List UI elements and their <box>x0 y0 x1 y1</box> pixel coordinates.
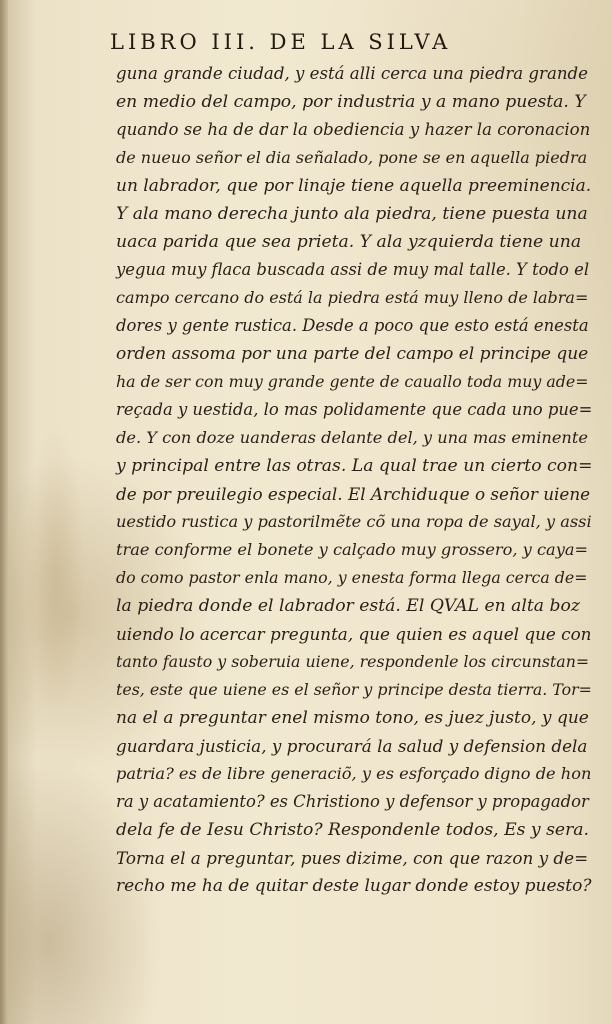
text-line: na el a preguntar enel mismo tono, es juez justo, y que <box>116 708 589 728</box>
text-line: de. Y con doze uanderas delante del, y una mas eminente <box>116 428 588 447</box>
text-line: ha de ser con muy grande gente de cauallo toda muy ade= <box>116 372 589 391</box>
text-line: reçada y uestida, lo mas polidamente que cada uno pue= <box>116 400 593 419</box>
text-line: guardara justicia, y procurará la salud y defension dela <box>116 736 588 756</box>
page-gutter-edge <box>0 0 8 1024</box>
text-line: de por preuilegio especial. El Archiduque o señor uiene <box>116 484 591 504</box>
water-stain <box>25 420 85 720</box>
text-line: tanto fausto y soberuia uiene, respondenle los circunstan= <box>116 652 590 671</box>
text-line: uestido rustica y pastorilmẽte cõ una ropa de sayal, y assi <box>116 512 592 531</box>
text-line: Y ala mano derecha junto ala piedra, tiene puesta una <box>116 204 588 224</box>
text-line: uiendo lo acercar pregunta, que quien es aquel que con <box>116 624 592 644</box>
text-line: patria? es de libre generaciõ, y es esforçado digno de hon <box>116 764 592 783</box>
text-line: yegua muy flaca buscada assi de muy mal talle. Y todo el <box>116 260 590 279</box>
text-line: quando se ha de dar la obediencia y hazer la coronacion <box>116 120 591 139</box>
text-line: guna grande ciudad, y está alli cerca una piedra grande <box>116 64 588 83</box>
text-line: dela fe de Iesu Christo? Respondenle todos, Es y sera. <box>116 820 590 840</box>
text-line: orden assoma por una parte del campo el principe que <box>116 344 589 364</box>
text-line: dores y gente rustica. Desde a poco que esto está enesta <box>116 316 589 335</box>
text-line: en medio del campo, por industria y a mano puesta. Y <box>116 92 586 112</box>
text-line: un labrador, que por linaje tiene aquella preeminencia. <box>116 176 592 196</box>
body-text <box>116 60 592 900</box>
running-head: LIBRO III. DE LA SILVA <box>110 30 452 54</box>
text-line: uaca parida que sea prieta. Y ala yzquierda tiene una <box>116 232 582 252</box>
text-line: la piedra donde el labrador está. El QVAL en alta boz <box>116 596 580 616</box>
text-line: Torna el a preguntar, pues dizime, con que razon y de= <box>116 848 589 868</box>
text-line: ra y acatamiento? es Christiono y defensor y propagador <box>116 792 589 811</box>
text-line: y principal entre las otras. La qual trae un cierto con= <box>116 456 593 476</box>
text-line: tes, este que uiene es el señor y principe desta tierra. Tor= <box>116 680 592 699</box>
text-line: campo cercano do está la piedra está muy lleno de labra= <box>116 288 589 307</box>
text-line: recho me ha de quitar deste lugar donde estoy puesto? <box>116 876 592 896</box>
text-line: do como pastor enla mano, y enesta forma llega cerca de= <box>116 568 588 587</box>
text-line: de nueuo señor el dia señalado, pone se en aquella piedra <box>116 148 588 167</box>
text-line: trae conforme el bonete y calçado muy grossero, y caya= <box>116 540 589 559</box>
